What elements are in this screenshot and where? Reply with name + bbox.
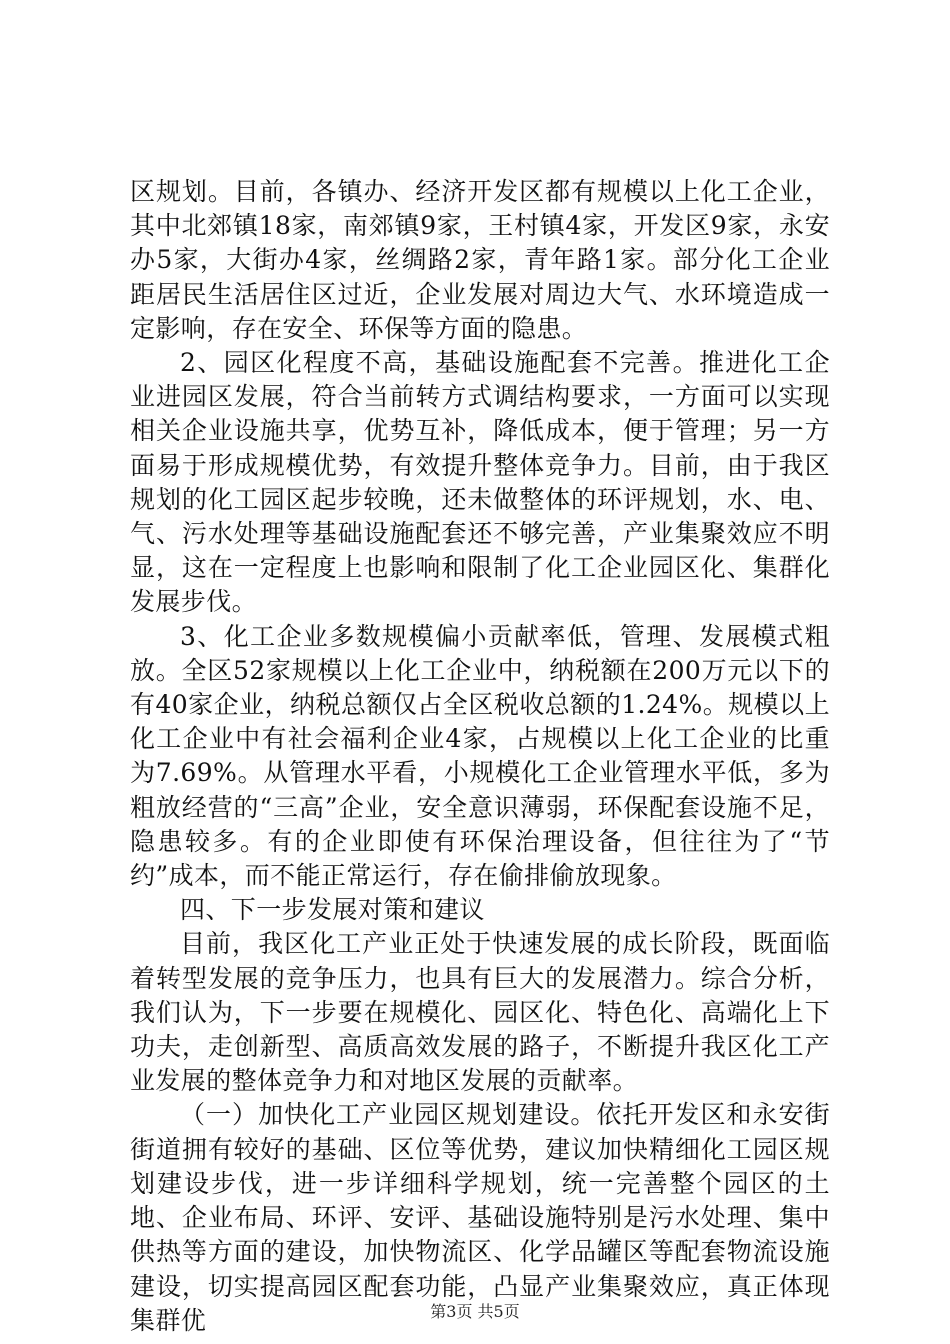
paragraph-2: 2、园区化程度不高，基础设施配套不完善。推进化工企业进园区发展，符合当前转方式调结构要求，一方面可以实现相关企业设施共享，优势互补，降低成本，便于管理；另一方面易于形成规模优势，有效提升整体竞争力。目前，由于我区规划的化工园区起步较晚，还未做整体的环评规划，水、电、气、污水处理等基础设施配套还不够完善，产业集聚效应不明显，这在一定程度上也影响和限制了化工企业园区化、集群化发展步伐。 — [130, 348, 830, 617]
page-number-footer: 第3页 共5页 — [430, 1302, 520, 1321]
paragraph-3: 3、化工企业多数规模偏小贡献率低，管理、发展模式粗放。全区52家规模以上化工企业中，纳税额在200万元以下的有40家企业，纳税总额仅占全区税收总额的1.24%。规模以上化工企业中有社会福利企业4家，占规模以上化工企业的比重为7.69%。从管理水平看，小规模化工企业管理水平低，多为粗放经营的“三高”企业，安全意识薄弱，环保配套设施不足，隐患较多。有的企业即使有环保治理设备，但往往为了“节约”成本，而不能正常运行，存在偷排偷放现象。 — [130, 621, 830, 891]
paragraph-6: （一）加快化工产业园区规划建设。依托开发区和永安街街道拥有较好的基础、区位等优势，建议加快精细化工园区规划建设步伐，进一步详细科学规划，统一完善整个园区的土地、企业布局、环评、安评、基础设施特别是污水处理、集中供热等方面的建设，加快物流区、化学品罐区等配套物流设施建设，切实提高园区配套功能，凸显产业集聚效应，真正体现集群优 — [130, 1100, 830, 1335]
document-body — [130, 175, 830, 1338]
section-heading: 四、下一步发展对策和建议 — [180, 895, 485, 925]
paragraph-5: 目前，我区化工产业正处于快速发展的成长阶段，既面临着转型发展的竞争压力，也具有巨大的发展潜力。综合分析，我们认为，下一步要在规模化、园区化、特色化、高端化上下功夫，走创新型、高质高效发展的路子，不断提升我区化工产业发展的整体竞争力和对地区发展的贡献率。 — [130, 929, 830, 1096]
paragraph-1: 区规划。目前，各镇办、经济开发区都有规模以上化工企业，其中北郊镇18家，南郊镇9家，王村镇4家，开发区9家，永安办5家，大街办4家，丝绸路2家，青年路1家。部分化工企业距居民生活居住区过近，企业发展对周边大气、水环境造成一定影响，存在安全、环保等方面的隐患。 — [130, 177, 830, 343]
